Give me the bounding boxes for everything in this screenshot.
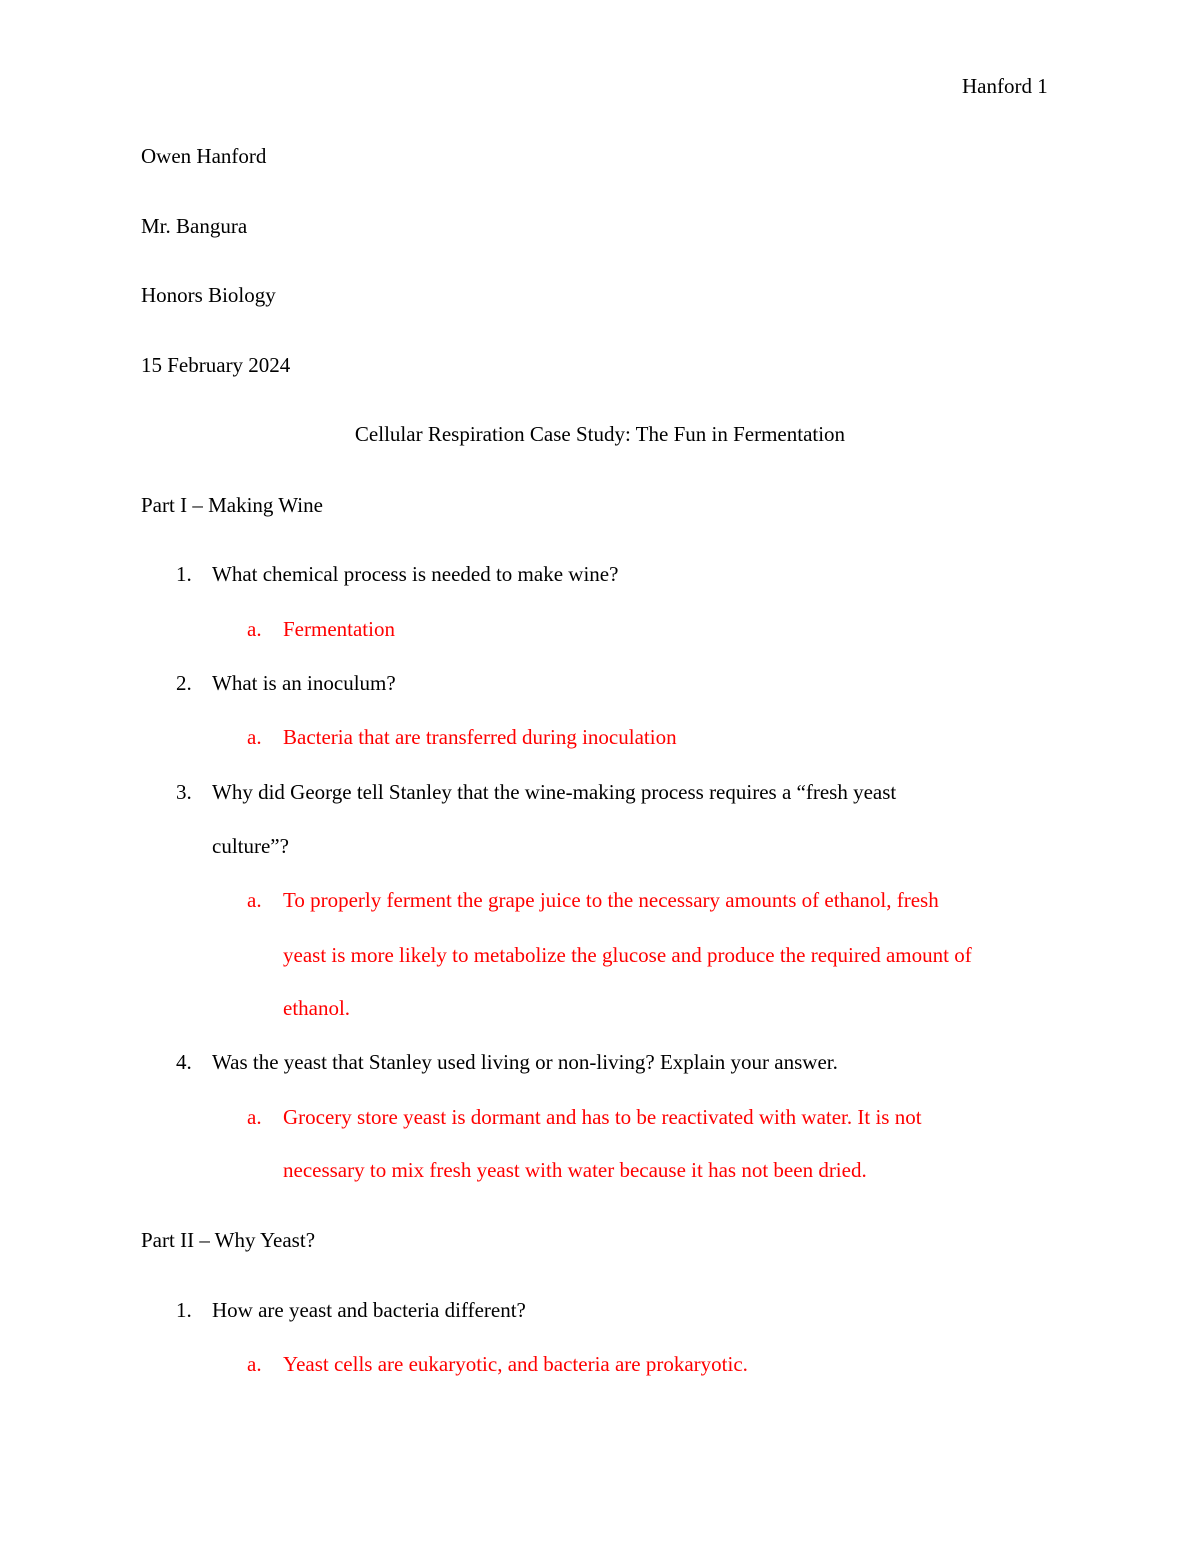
- answer-text: yeast is more likely to metabolize the glucose and produce the required amount of: [283, 943, 972, 967]
- question-number: 3.: [176, 780, 192, 804]
- running-head: Hanford 1: [962, 74, 1048, 98]
- answer-text: Grocery store yeast is dormant and has to be reactivated with water. It is not: [283, 1105, 922, 1129]
- question-text: Why did George tell Stanley that the wine-making process requires a “fresh yeast: [212, 780, 897, 804]
- question-number: 1.: [176, 562, 192, 586]
- part-heading: Part II – Why Yeast?: [141, 1228, 316, 1252]
- question-number: 2.: [176, 671, 192, 695]
- part-heading: Part I – Making Wine: [141, 493, 323, 517]
- question-text: How are yeast and bacteria different?: [212, 1298, 526, 1322]
- question-number: 1.: [176, 1298, 192, 1322]
- answer-letter: a.: [247, 1105, 262, 1129]
- answer-text: ethanol.: [283, 996, 351, 1020]
- answer-text: necessary to mix fresh yeast with water because it has not been dried.: [283, 1158, 867, 1182]
- question-text: culture”?: [212, 834, 289, 858]
- answer-text: To properly ferment the grape juice to the necessary amounts of ethanol, fresh: [283, 888, 939, 912]
- answer-letter: a.: [247, 617, 262, 641]
- course-name: Honors Biology: [141, 283, 276, 307]
- question-text: What chemical process is needed to make wine?: [212, 562, 619, 586]
- question-number: 4.: [176, 1050, 192, 1074]
- student-name: Owen Hanford: [141, 144, 267, 168]
- teacher-name: Mr. Bangura: [141, 214, 248, 238]
- document-title: Cellular Respiration Case Study: The Fun in Fermentation: [354, 422, 846, 446]
- question-text: What is an inoculum?: [212, 671, 396, 695]
- answer-letter: a.: [247, 888, 262, 912]
- document-date: 15 February 2024: [141, 353, 291, 377]
- answer-letter: a.: [247, 1352, 262, 1376]
- answer-text: Fermentation: [283, 617, 395, 641]
- question-text: Was the yeast that Stanley used living or non-living? Explain your answer.: [212, 1050, 838, 1074]
- answer-text: Bacteria that are transferred during inoculation: [283, 725, 677, 749]
- answer-letter: a.: [247, 725, 262, 749]
- answer-text: Yeast cells are eukaryotic, and bacteria are prokaryotic.: [283, 1352, 748, 1376]
